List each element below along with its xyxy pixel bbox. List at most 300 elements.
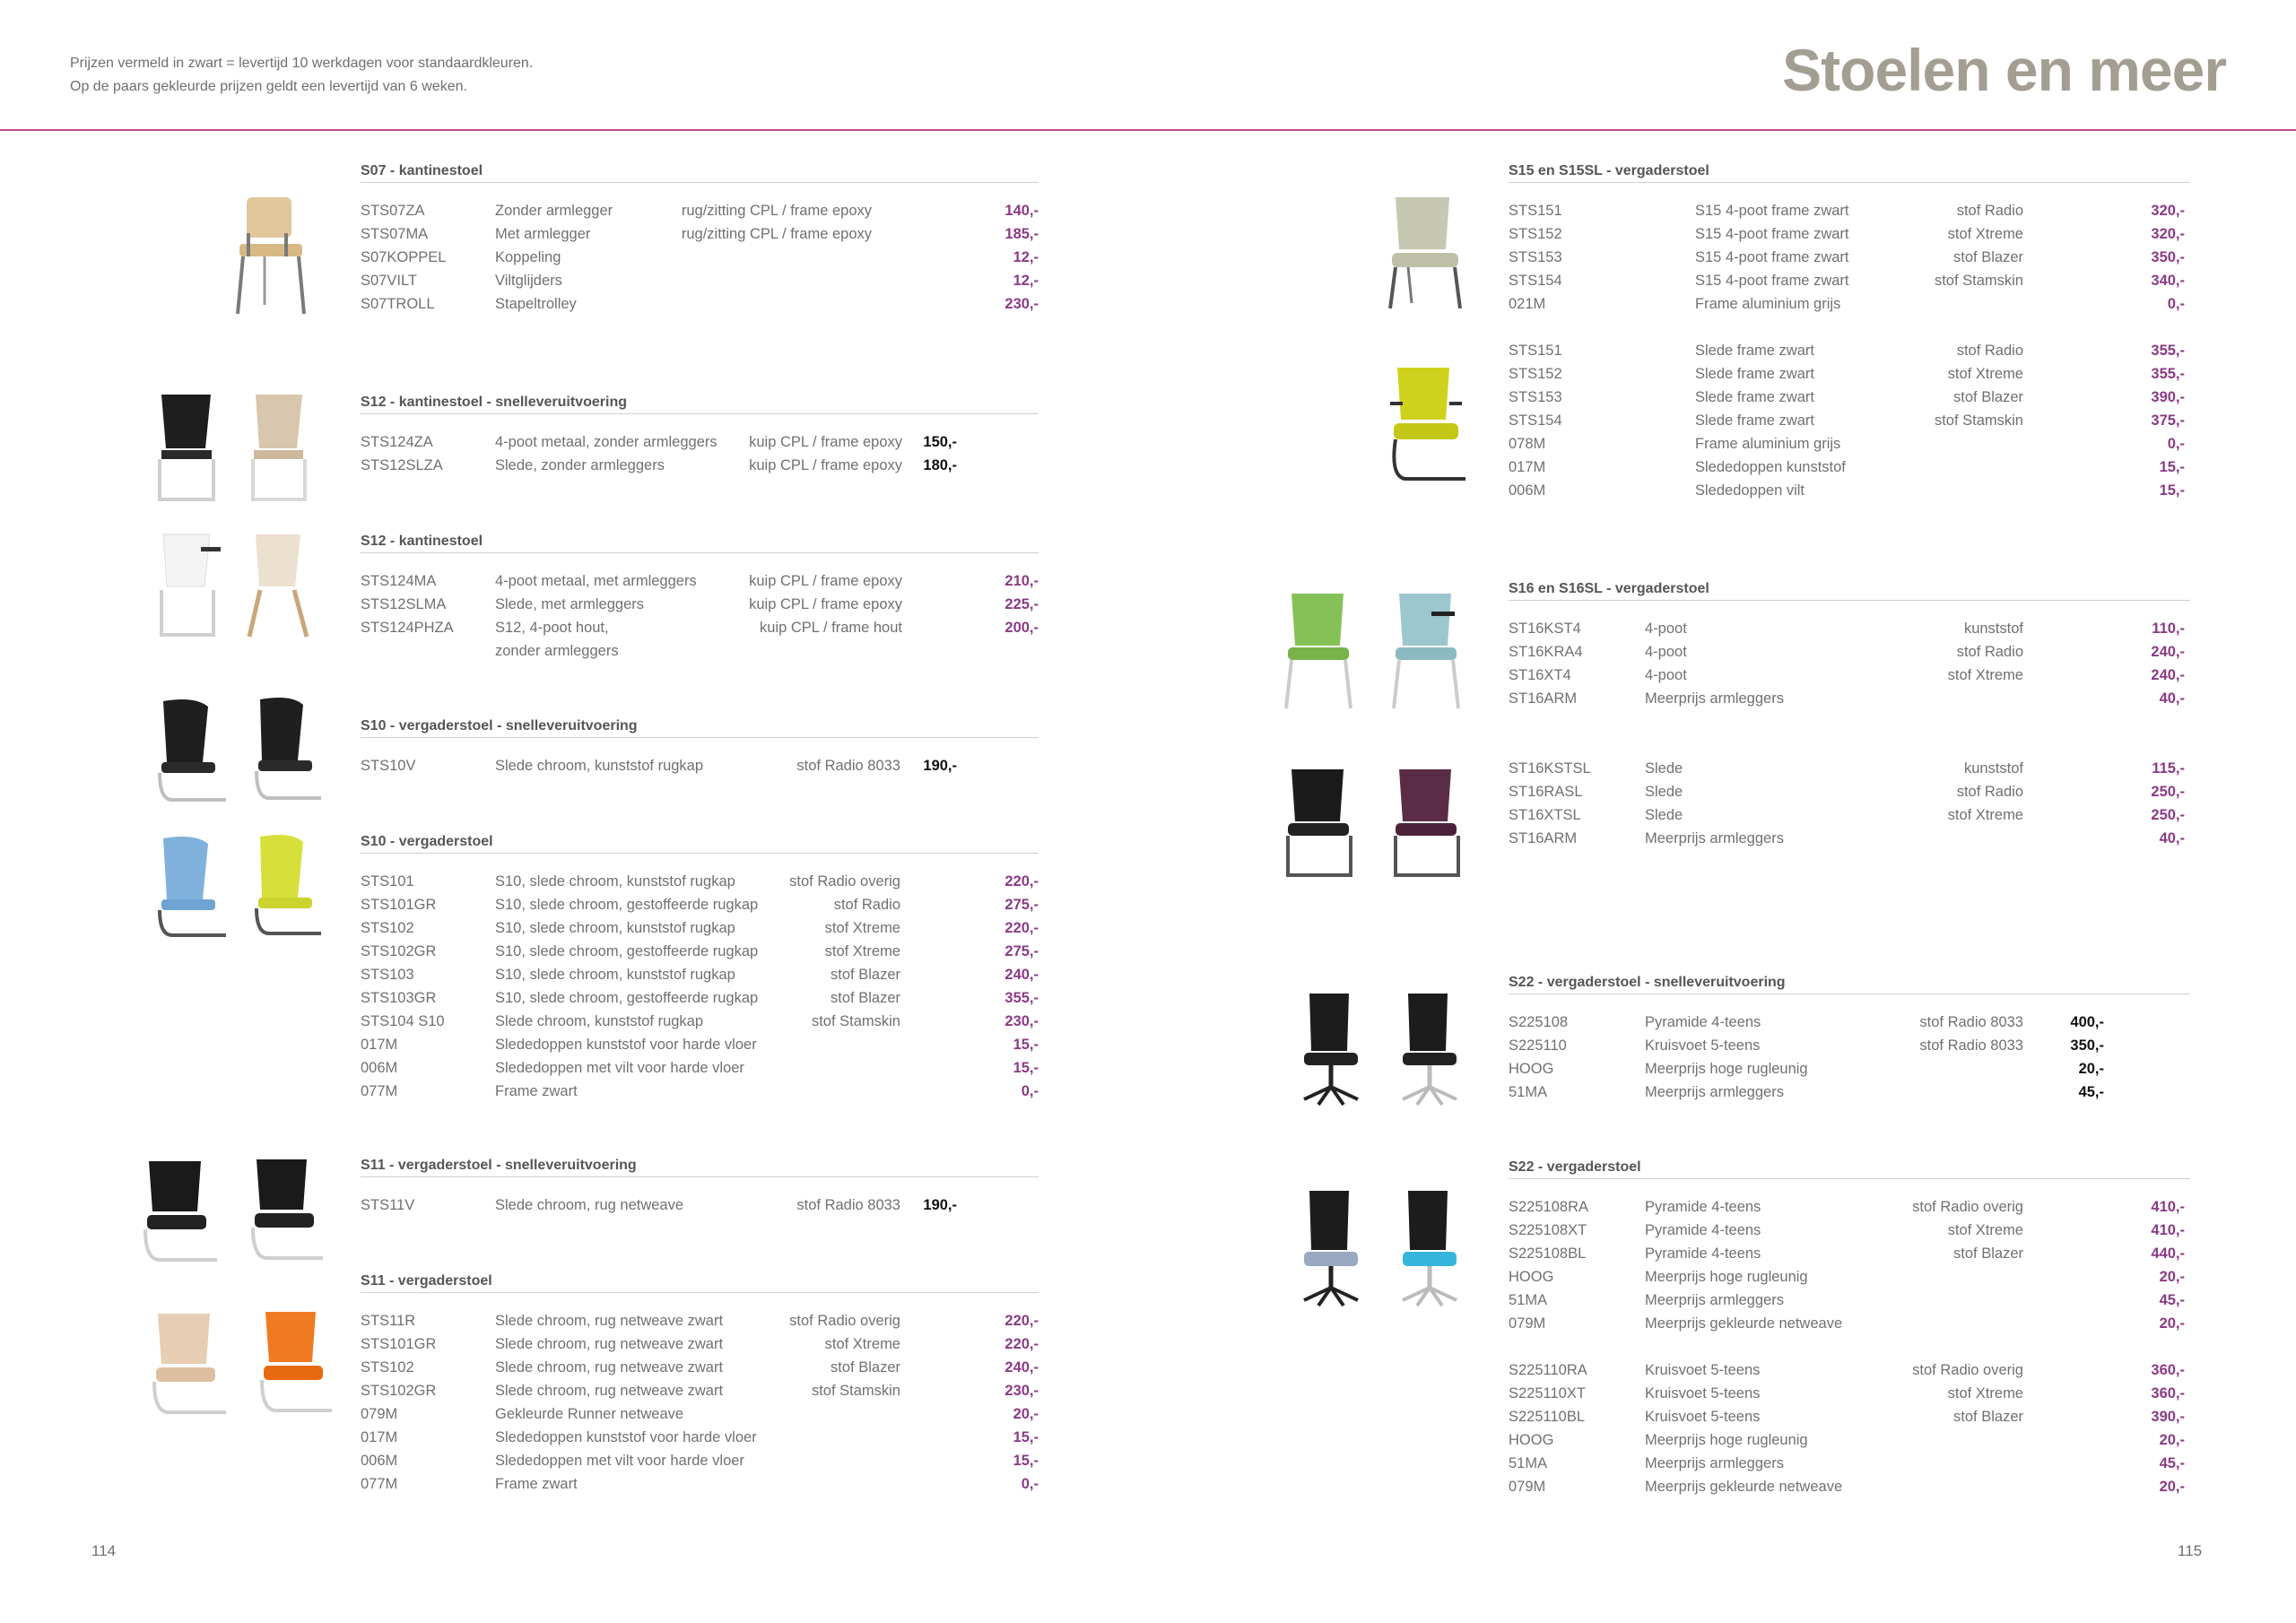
price-row <box>1509 1312 2190 1335</box>
article-price: 340,- <box>2151 273 2185 289</box>
article-code: 017M <box>361 1429 398 1445</box>
article-description: Pyramide 4-teens <box>1645 1222 1761 1238</box>
article-code: STS102GR <box>361 1383 437 1399</box>
price-row <box>361 1449 1039 1472</box>
article-price: 410,- <box>2151 1199 2185 1215</box>
article-code: S225110BL <box>1509 1409 1586 1425</box>
price-row <box>361 454 1039 477</box>
article-description: Slede chroom, rug netweave zwart <box>495 1359 724 1376</box>
price-row <box>1509 1057 2190 1081</box>
article-price: 12,- <box>1013 273 1039 289</box>
article-price: 320,- <box>2151 203 2185 219</box>
article-description: Slede frame zwart <box>1695 366 1814 382</box>
article-code: ST16KSTSL <box>1509 760 1591 777</box>
price-row <box>1509 1475 2190 1498</box>
article-code: STS101 <box>361 873 414 890</box>
article-code: STS07ZA <box>361 203 425 219</box>
article-spec: stof Xtreme <box>1947 807 2023 823</box>
price-row <box>1509 1382 2190 1405</box>
article-price: 440,- <box>2151 1245 2185 1262</box>
price-row <box>361 430 1039 454</box>
article-code: S07TROLL <box>361 296 435 312</box>
group-spacer <box>1509 316 2190 339</box>
price-row <box>1509 362 2190 386</box>
article-code: S225108BL <box>1509 1245 1587 1262</box>
article-spec: kunststof <box>1963 621 2023 637</box>
article-description: Frame aluminium grijs <box>1695 296 1841 312</box>
article-code: STS103 <box>361 967 414 983</box>
section-s10 <box>361 830 1039 1103</box>
article-price: 40,- <box>2159 830 2185 846</box>
article-spec: stof Radio 8033 <box>796 758 900 774</box>
chair-s15-image <box>1381 190 1489 316</box>
page-number-right: 115 <box>2178 1542 2203 1559</box>
article-spec: kunststof <box>1963 760 2023 777</box>
price-row <box>1509 1219 2190 1242</box>
article-price: 240,- <box>2151 644 2185 660</box>
page-title: Stoelen en meer <box>1782 37 2226 103</box>
article-price: 355,- <box>1004 990 1039 1006</box>
article-spec: stof Xtreme <box>1947 226 2023 242</box>
price-row <box>361 1056 1039 1080</box>
price-row <box>1509 1405 2190 1428</box>
article-description: Slededoppen kunststof voor harde vloer <box>495 1037 757 1053</box>
article-code: STS104 S10 <box>361 1013 445 1029</box>
article-code: 079M <box>361 1406 398 1422</box>
article-code: ST16XTSL <box>1509 807 1581 823</box>
article-code: HOOG <box>1509 1432 1554 1448</box>
chair-s12-quick-image <box>144 386 341 507</box>
price-row <box>1509 1034 2190 1057</box>
article-price: 225,- <box>1004 596 1039 612</box>
section-title: S16 en S16SL - vergaderstoel <box>1509 577 2190 601</box>
article-price: 15,- <box>1013 1060 1039 1076</box>
article-description: Met armlegger <box>495 226 591 242</box>
article-code: 006M <box>361 1060 398 1076</box>
article-price: 240,- <box>1004 1359 1039 1376</box>
section-title: S12 - kantinestoel <box>361 530 1039 553</box>
article-price: 230,- <box>1004 1383 1039 1399</box>
article-spec: stof Radio 8033 <box>1919 1014 2023 1030</box>
article-price: 0,- <box>2167 296 2185 312</box>
article-description: Slede frame zwart <box>1695 343 1814 359</box>
section-s11 <box>361 1270 1039 1496</box>
article-spec: stof Stamskin <box>1934 412 2023 429</box>
article-price: 360,- <box>2151 1385 2185 1402</box>
article-spec: kuip CPL / frame epoxy <box>749 573 902 589</box>
article-description: 4-poot metaal, met armleggers <box>495 573 697 589</box>
article-description: Meerprijs gekleurde netweave <box>1645 1315 1843 1332</box>
article-description: Slede, met armleggers <box>495 596 644 612</box>
article-description: S15 4-poot frame zwart <box>1695 273 1849 289</box>
article-code: HOOG <box>1509 1061 1554 1077</box>
price-row <box>361 1472 1039 1496</box>
article-description: Kruisvoet 5-teens <box>1645 1362 1761 1378</box>
article-description: 4-poot metaal, zonder armleggers <box>495 434 718 450</box>
article-code: STS11R <box>361 1313 416 1329</box>
article-description: Frame aluminium grijs <box>1695 436 1841 452</box>
article-code: ST16KST4 <box>1509 621 1581 637</box>
article-price: 350,- <box>2151 249 2185 265</box>
section-s07 <box>361 160 1039 316</box>
article-code: 077M <box>361 1476 398 1492</box>
price-row <box>1509 269 2190 292</box>
article-price: 15,- <box>1013 1037 1039 1053</box>
price-row <box>361 963 1039 986</box>
price-row <box>1509 1081 2190 1104</box>
price-row <box>1509 199 2190 222</box>
section-title: S11 - vergaderstoel <box>361 1270 1039 1293</box>
article-spec: stof Xtreme <box>824 1336 900 1352</box>
article-code: STS103GR <box>361 990 437 1006</box>
header-divider <box>0 129 2296 131</box>
article-price: 320,- <box>2151 226 2185 242</box>
article-price: 220,- <box>1004 873 1039 890</box>
price-row <box>361 616 1039 639</box>
article-code: STS152 <box>1509 226 1562 242</box>
price-row <box>361 986 1039 1010</box>
article-description: Slede frame zwart <box>1695 389 1814 405</box>
article-spec: stof Blazer <box>831 990 900 1006</box>
article-description: S10, slede chroom, gestoffeerde rugkap <box>495 990 759 1006</box>
article-code: STS124PHZA <box>361 620 454 636</box>
article-code: 079M <box>1509 1479 1546 1495</box>
chair-s16sl-image <box>1274 762 1489 883</box>
article-description: Meerprijs gekleurde netweave <box>1645 1479 1843 1495</box>
price-row <box>361 1193 1039 1217</box>
article-code: ST16RASL <box>1509 784 1583 800</box>
article-price: 20,- <box>2159 1315 2185 1332</box>
article-code: STS07MA <box>361 226 429 242</box>
article-description: Koppeling <box>495 249 561 265</box>
article-description: Meerprijs armleggers <box>1645 830 1784 846</box>
chair-s10-quick-image <box>144 692 341 809</box>
article-description: Meerprijs armleggers <box>1645 690 1784 707</box>
article-spec: stof Xtreme <box>1947 667 2023 683</box>
article-code: S225110 <box>1509 1037 1567 1054</box>
price-row <box>361 269 1039 292</box>
article-price: 410,- <box>2151 1222 2185 1238</box>
article-description: Meerprijs armleggers <box>1645 1084 1784 1100</box>
article-price: 210,- <box>1004 573 1039 589</box>
article-code: STS102GR <box>361 943 437 959</box>
chair-s15sl-image <box>1381 359 1489 493</box>
article-description: Slede chroom, kunststof rugkap <box>495 1013 704 1029</box>
article-code: STS10V <box>361 758 416 774</box>
article-code: STS101GR <box>361 897 437 913</box>
article-price: 400,- <box>2070 1014 2104 1030</box>
article-code: S225110RA <box>1509 1362 1587 1378</box>
price-row <box>1509 292 2190 316</box>
article-spec: stof Blazer <box>1953 389 2023 405</box>
article-price: 375,- <box>2151 412 2185 429</box>
price-row <box>361 1379 1039 1402</box>
article-spec: stof Radio 8033 <box>796 1197 900 1213</box>
section-s12-quick <box>361 391 1039 477</box>
article-price: 20,- <box>2078 1061 2104 1077</box>
article-spec: stof Xtreme <box>824 943 900 959</box>
price-row <box>361 940 1039 963</box>
article-price: 140,- <box>1004 203 1039 219</box>
article-code: 017M <box>361 1037 398 1053</box>
article-code: ST16ARM <box>1509 830 1578 846</box>
price-row <box>1509 617 2190 640</box>
article-description: Slede chroom, rug netweave zwart <box>495 1313 724 1329</box>
article-description: Slededoppen vilt <box>1695 482 1805 499</box>
article-spec: stof Stamskin <box>1934 273 2023 289</box>
chair-s10-image <box>144 829 341 942</box>
article-spec: stof Blazer <box>831 967 900 983</box>
price-row <box>361 199 1039 222</box>
article-spec: stof Radio 8033 <box>1919 1037 2023 1054</box>
price-row <box>361 1356 1039 1379</box>
article-price: 20,- <box>2159 1479 2185 1495</box>
article-price: 240,- <box>1004 967 1039 983</box>
article-description: Meerprijs hoge rugleunig <box>1645 1061 1808 1077</box>
price-row <box>1509 757 2190 780</box>
article-description: 4-poot <box>1645 621 1687 637</box>
section-title: S07 - kantinestoel <box>361 160 1039 183</box>
article-spec: stof Blazer <box>1953 1409 2023 1425</box>
article-spec: stof Blazer <box>831 1359 900 1376</box>
price-row <box>361 1033 1039 1056</box>
price-row <box>1509 1452 2190 1475</box>
article-spec: stof Stamskin <box>811 1013 900 1029</box>
price-row <box>1509 409 2190 432</box>
article-code: STS124MA <box>361 573 437 589</box>
article-price: 12,- <box>1013 249 1039 265</box>
article-code: STS11V <box>361 1197 415 1213</box>
section-title: S10 - vergaderstoel <box>361 830 1039 854</box>
article-spec: kuip CPL / frame hout <box>760 620 902 636</box>
price-row <box>361 1426 1039 1449</box>
article-price: 390,- <box>2151 1409 2185 1425</box>
article-price: 45,- <box>2159 1455 2185 1471</box>
article-price: 0,- <box>1021 1476 1039 1492</box>
article-code: 51MA <box>1509 1084 1548 1100</box>
article-description: Slededoppen kunststof voor harde vloer <box>495 1429 757 1445</box>
price-row <box>361 569 1039 593</box>
article-description: Slededoppen kunststof <box>1695 459 1846 475</box>
article-description: Pyramide 4-teens <box>1645 1199 1761 1215</box>
article-description: Slede, zonder armleggers <box>495 457 665 473</box>
article-code: STS152 <box>1509 366 1562 382</box>
price-row <box>1509 1011 2190 1034</box>
article-code: 077M <box>361 1083 398 1099</box>
group-spacer <box>1509 710 2190 757</box>
article-code: STS12SLMA <box>361 596 447 612</box>
article-code: ST16KRA4 <box>1509 644 1583 660</box>
section-s15 <box>1509 160 2190 502</box>
chair-s11-image <box>144 1305 341 1430</box>
article-spec: stof Radio <box>833 897 900 913</box>
price-row <box>361 1309 1039 1332</box>
price-row <box>361 1402 1039 1426</box>
article-spec: stof Radio overig <box>789 1313 900 1329</box>
article-price: 220,- <box>1004 1336 1039 1352</box>
article-code: 017M <box>1509 459 1546 475</box>
article-code: STS151 <box>1509 343 1562 359</box>
price-row <box>361 1080 1039 1103</box>
article-spec: stof Blazer <box>1953 1245 2023 1262</box>
article-price: 250,- <box>2151 784 2185 800</box>
article-description: S10, slede chroom, kunststof rugkap <box>495 873 735 890</box>
section-title: S10 - vergaderstoel - snelleveruitvoering <box>361 715 1039 738</box>
price-row <box>361 916 1039 940</box>
price-row <box>1509 456 2190 479</box>
article-code: S07VILT <box>361 273 417 289</box>
price-row <box>1509 1242 2190 1265</box>
article-description: Meerprijs armleggers <box>1645 1292 1784 1308</box>
article-description: S15 4-poot frame zwart <box>1695 203 1849 219</box>
price-row <box>361 246 1039 269</box>
article-spec: stof Xtreme <box>824 920 900 936</box>
article-code: S225110XT <box>1509 1385 1586 1402</box>
price-row <box>1509 687 2190 710</box>
price-row <box>1509 246 2190 269</box>
article-code: STS153 <box>1509 389 1562 405</box>
section-title: S11 - vergaderstoel - snelleveruitvoering <box>361 1154 1039 1177</box>
article-price: 150,- <box>923 434 957 450</box>
article-description: S12, 4-poot hout, <box>495 620 609 636</box>
article-description: Frame zwart <box>495 1476 578 1492</box>
article-spec: stof Radio <box>1956 784 2023 800</box>
article-price: 45,- <box>2159 1292 2185 1308</box>
article-description: S10, slede chroom, gestoffeerde rugkap <box>495 897 759 913</box>
article-code: 078M <box>1509 436 1546 452</box>
article-price: 110,- <box>2152 621 2185 637</box>
article-description: Viltglijders <box>495 273 562 289</box>
chair-s22-image <box>1292 1184 1489 1318</box>
chair-s12-image <box>144 527 341 644</box>
article-price: 15,- <box>2159 459 2185 475</box>
price-row <box>361 754 1039 777</box>
article-spec: stof Radio overig <box>1912 1199 2023 1215</box>
price-row <box>1509 1428 2190 1452</box>
article-description: Slede <box>1645 784 1683 800</box>
article-price: 275,- <box>1004 897 1039 913</box>
article-price: 190,- <box>923 758 957 774</box>
price-row <box>361 870 1039 893</box>
article-code: S07KOPPEL <box>361 249 447 265</box>
price-row <box>1509 1289 2190 1312</box>
article-spec: rug/zitting CPL / frame epoxy <box>681 203 872 219</box>
article-price: 275,- <box>1004 943 1039 959</box>
article-description: S10, slede chroom, kunststof rugkap <box>495 920 735 936</box>
article-description: Meerprijs hoge rugleunig <box>1645 1432 1808 1448</box>
article-price: 20,- <box>2159 1269 2185 1285</box>
section-title: S12 - kantinestoel - snelleveruitvoering <box>361 391 1039 414</box>
price-row <box>1509 479 2190 502</box>
price-row <box>361 1332 1039 1356</box>
article-description: Meerprijs hoge rugleunig <box>1645 1269 1808 1285</box>
article-code: S225108RA <box>1509 1199 1588 1215</box>
article-price: 185,- <box>1004 226 1039 242</box>
article-description: Slede chroom, rug netweave zwart <box>495 1336 724 1352</box>
price-row <box>361 593 1039 616</box>
article-price: 220,- <box>1004 1313 1039 1329</box>
price-row <box>1509 1358 2190 1382</box>
article-code: 51MA <box>1509 1455 1548 1471</box>
price-row <box>1509 803 2190 827</box>
article-code: HOOG <box>1509 1269 1554 1285</box>
article-spec: stof Radio <box>1956 343 2023 359</box>
price-note-line-2: Op de paars gekleurde prijzen geldt een levertijd van 6 weken. <box>70 79 467 94</box>
article-code: STS101GR <box>361 1336 437 1352</box>
article-code: S225108 <box>1509 1014 1569 1030</box>
price-note-line-1: Prijzen vermeld in zwart = levertijd 10 werkdagen voor standaardkleuren. <box>70 56 534 71</box>
article-code: STS154 <box>1509 412 1562 429</box>
article-description: 4-poot <box>1645 667 1687 683</box>
article-description: Frame zwart <box>495 1083 578 1099</box>
chair-s07-image <box>229 188 336 323</box>
section-title: S22 - vergaderstoel <box>1509 1156 2190 1179</box>
price-row <box>1509 386 2190 409</box>
section-s22 <box>1509 1156 2190 1498</box>
article-price: 230,- <box>1004 1013 1039 1029</box>
article-description: Slede <box>1645 807 1683 823</box>
article-price: 350,- <box>2070 1037 2104 1054</box>
article-description: Pyramide 4-teens <box>1645 1245 1761 1262</box>
price-row <box>361 222 1039 246</box>
price-row <box>361 292 1039 316</box>
article-price: 390,- <box>2151 389 2185 405</box>
article-description: Pyramide 4-teens <box>1645 1014 1761 1030</box>
page-number-left: 114 <box>91 1542 117 1559</box>
article-description: Meerprijs armleggers <box>1645 1455 1784 1471</box>
chair-s11-quick-image <box>135 1152 341 1273</box>
price-row <box>1509 664 2190 687</box>
article-code: ST16ARM <box>1509 690 1578 707</box>
article-price: 250,- <box>2151 807 2185 823</box>
article-code: S225108XT <box>1509 1222 1587 1238</box>
article-spec: rug/zitting CPL / frame epoxy <box>681 226 872 242</box>
article-price: 220,- <box>1004 920 1039 936</box>
article-price: 360,- <box>2151 1362 2185 1378</box>
article-description: Kruisvoet 5-teens <box>1645 1037 1761 1054</box>
article-price: 20,- <box>2159 1432 2185 1448</box>
price-row <box>1509 339 2190 362</box>
article-spec: stof Xtreme <box>1947 366 2023 382</box>
article-spec: stof Xtreme <box>1947 1222 2023 1238</box>
article-price: 15,- <box>1013 1453 1039 1469</box>
article-description: 4-poot <box>1645 644 1687 660</box>
article-code: 51MA <box>1509 1292 1548 1308</box>
article-price: 180,- <box>923 457 957 473</box>
article-spec: stof Radio <box>1956 203 2023 219</box>
article-description: Stapeltrolley <box>495 296 577 312</box>
article-price: 200,- <box>1004 620 1039 636</box>
article-price: 230,- <box>1004 296 1039 312</box>
article-code: ST16XT4 <box>1509 667 1571 683</box>
article-description: Kruisvoet 5-teens <box>1645 1385 1761 1402</box>
price-row <box>361 893 1039 916</box>
article-price: 190,- <box>923 1197 957 1213</box>
section-s12 <box>361 530 1039 663</box>
article-description: Zonder armlegger <box>495 203 613 219</box>
section-title: S15 en S15SL - vergaderstoel <box>1509 160 2190 183</box>
article-description: Kruisvoet 5-teens <box>1645 1409 1761 1425</box>
article-price: 240,- <box>2151 667 2185 683</box>
article-code: 006M <box>1509 482 1546 499</box>
article-description: Slededoppen met vilt voor harde vloer <box>495 1453 744 1469</box>
article-code: STS124ZA <box>361 434 433 450</box>
article-price: 0,- <box>1021 1083 1039 1099</box>
section-s11-quick <box>361 1154 1039 1217</box>
price-row <box>361 1010 1039 1033</box>
article-spec: stof Stamskin <box>811 1383 900 1399</box>
article-code: STS153 <box>1509 249 1562 265</box>
